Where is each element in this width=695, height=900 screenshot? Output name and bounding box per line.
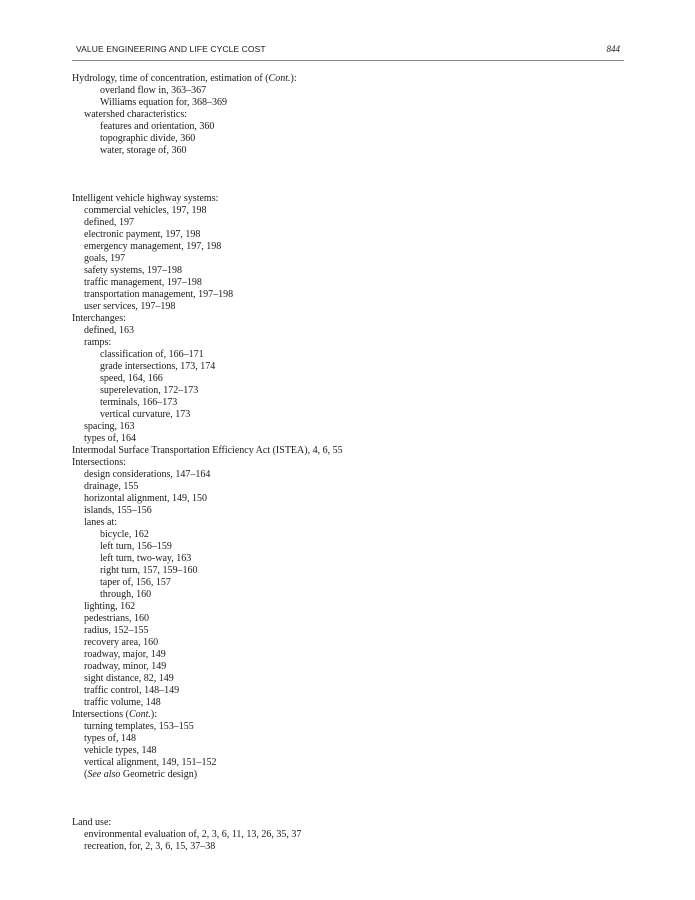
index-subsubentry: taper of, 156, 157: [100, 577, 171, 588]
index-subentry: types of, 164: [84, 433, 136, 444]
index-subentry: defined, 163: [84, 325, 134, 336]
index-subsubentry: classification of, 166–171: [100, 349, 204, 360]
index-subsubentry: left turn, two-way, 163: [100, 553, 192, 564]
page-number: 844: [606, 44, 620, 54]
index-subentry: vehicle types, 148: [84, 745, 157, 756]
index-subentry: drainage, 155: [84, 481, 139, 492]
index-subsubentry: speed, 164, 166: [100, 373, 163, 384]
index-subentry: watershed characteristics:: [84, 109, 188, 120]
section-gap: [72, 781, 632, 817]
index-subentry: islands, 155–156: [84, 505, 152, 516]
index-subentry: lighting, 162: [84, 601, 136, 612]
index-subentry: user services, 197–198: [84, 301, 176, 312]
index-subentry: sight distance, 82, 149: [84, 673, 174, 684]
index-subentry: roadway, minor, 149: [84, 661, 167, 672]
index-subsubentry: vertical curvature, 173: [100, 409, 191, 420]
cont-label: Cont.: [268, 73, 291, 84]
index-subsubentry: right turn, 157, 159–160: [100, 565, 198, 576]
index-body: [72, 73, 632, 853]
index-heading-interchanges: Interchanges:: [72, 313, 126, 324]
index-subsubentry: overland flow in, 363–367: [100, 85, 207, 96]
index-subsubentry: topographic divide, 360: [100, 133, 196, 144]
index-heading-intersections: Intersections:: [72, 457, 126, 468]
index-heading-text: Intersections (: [72, 709, 129, 720]
index-subsubentry: bicycle, 162: [100, 529, 149, 540]
index-heading-intersections-cont: [72, 709, 632, 721]
index-subsubentry: grade intersections, 173, 174: [100, 361, 216, 372]
index-subsubentry: through, 160: [100, 589, 152, 600]
index-subentry: types of, 148: [84, 733, 136, 744]
index-subsubentry: features and orientation, 360: [100, 121, 215, 132]
index-subentry: spacing, 163: [84, 421, 135, 432]
index-subentry: safety systems, 197–198: [84, 265, 183, 276]
index-subsubentry: water, storage of, 360: [100, 145, 187, 156]
index-subentry: electronic payment, 197, 198: [84, 229, 201, 240]
see-also-reference: [72, 769, 632, 781]
index-subentry: traffic control, 148–149: [84, 685, 180, 696]
index-subentry: defined, 197: [84, 217, 134, 228]
running-head: VALUE ENGINEERING AND LIFE CYCLE COST: [76, 44, 266, 54]
index-subentry: transportation management, 197–198: [84, 289, 234, 300]
index-subentry: radius, 152–155: [84, 625, 149, 636]
index-subentry: recreation, for, 2, 3, 6, 15, 37–38: [84, 841, 216, 852]
index-heading-land-use: Land use:: [72, 817, 112, 828]
cont-label: Cont.: [128, 709, 151, 720]
see-also-text: Geometric design): [120, 769, 198, 780]
index-heading-text: ):: [150, 709, 157, 720]
index-subentry: design considerations, 147–164: [84, 469, 211, 480]
see-also-label: See also: [87, 769, 121, 780]
index-heading-ivhs: Intelligent vehicle highway systems:: [72, 193, 219, 204]
index-subentry: horizontal alignment, 149, 150: [84, 493, 208, 504]
index-subsubentry: terminals, 166–173: [100, 397, 178, 408]
index-subentry: roadway, major, 149: [84, 649, 166, 660]
see-also-text: (: [84, 769, 88, 780]
index-subsubentry: left turn, 156–159: [100, 541, 172, 552]
index-subentry: traffic management, 197–198: [84, 277, 202, 288]
index-heading-text: ):: [290, 73, 297, 84]
index-subentry: pedestrians, 160: [84, 613, 149, 624]
index-subentry: goals, 197: [84, 253, 126, 264]
index-subentry: lanes at:: [84, 517, 118, 528]
index-subsubentry: Williams equation for, 368–369: [100, 97, 227, 108]
index-subsubentry: superelevation, 172–173: [100, 385, 199, 396]
index-heading-istea: Intermodal Surface Transportation Efficiency Act (ISTEA), 4, 6, 55: [72, 445, 343, 456]
index-subentry: ramps:: [84, 337, 112, 348]
index-subentry: recovery area, 160: [84, 637, 159, 648]
page-header: [72, 44, 624, 61]
index-heading-hydrology: [72, 73, 632, 85]
index-subentry: vertical alignment, 149, 151–152: [84, 757, 217, 768]
section-gap: [72, 157, 632, 193]
index-subentry: commercial vehicles, 197, 198: [84, 205, 207, 216]
index-subentry: traffic volume, 148: [84, 697, 161, 708]
index-heading-text: Hydrology, time of concentration, estimation of (: [72, 73, 269, 84]
index-subentry: emergency management, 197, 198: [84, 241, 222, 252]
index-subentry: turning templates, 153–155: [84, 721, 194, 732]
index-subentry: environmental evaluation of, 2, 3, 6, 11, 13, 26, 35, 37: [84, 829, 302, 840]
